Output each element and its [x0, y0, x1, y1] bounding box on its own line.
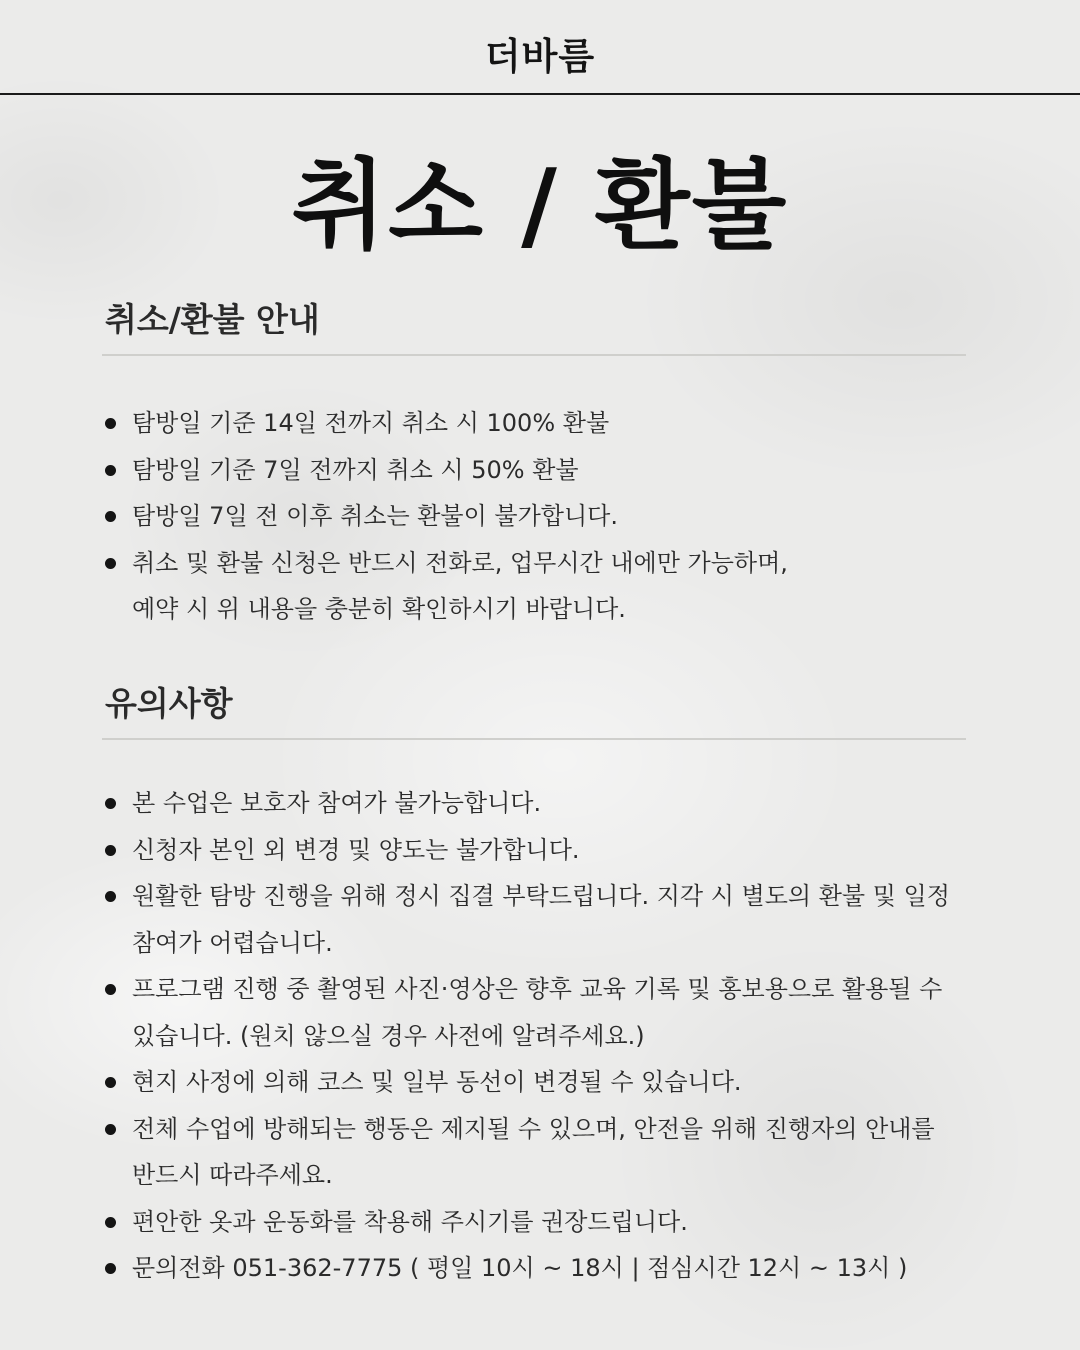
- bullet-icon: [105, 1124, 116, 1135]
- list-item-text: 본 수업은 보호자 참여가 불가능합니다.: [132, 789, 542, 817]
- list-item: [102, 1106, 966, 1199]
- contact-phone-text[interactable]: 문의전화 051-362-7775 ( 평일 10시 ~ 18시 | 점심시간 12시 ~ 13시 ): [132, 1254, 908, 1282]
- bullet-icon: [105, 1077, 116, 1088]
- notice-section: [102, 684, 966, 1292]
- list-item: [102, 447, 966, 494]
- bullet-icon: [105, 798, 116, 809]
- notice-section-title: 유의사항: [105, 684, 233, 723]
- list-item-text: 편안한 옷과 운동화를 착용해 주시기를 권장드립니다.: [132, 1207, 688, 1236]
- list-item: [102, 493, 966, 540]
- refund-policy-list: [102, 400, 966, 633]
- list-item-text: 탐방일 기준 7일 전까지 취소 시 50% 환불: [132, 455, 579, 484]
- list-item-text: 프로그램 진행 중 촬영된 사진·영상은 향후 교육 기록 및 홍보용으로 활용될 수: [132, 975, 943, 1003]
- list-item-text: 탐방일 기준 14일 전까지 취소 시 100% 환불: [132, 409, 610, 437]
- section-divider: [102, 738, 966, 740]
- list-item-text: 원활한 탐방 진행을 위해 정시 집결 부탁드립니다. 지각 시 별도의 환불 및 일정: [132, 882, 950, 910]
- list-item: [102, 400, 966, 447]
- list-item: [102, 827, 966, 874]
- list-item: [102, 873, 966, 966]
- refund-section: [102, 300, 966, 633]
- bullet-icon: [105, 984, 116, 995]
- list-item-text: 있습니다. (원치 않으실 경우 사전에 알려주세요.): [132, 1021, 645, 1050]
- brand-header: [0, 0, 1080, 95]
- list-item: [102, 966, 966, 1059]
- brand-name: 더바름: [484, 35, 596, 78]
- list-item-text: 반드시 따라주세요.: [132, 1161, 333, 1189]
- section-divider: [102, 354, 966, 356]
- list-item-text: 전체 수업에 방해되는 행동은 제지될 수 있으며, 안전을 위해 진행자의 안내를: [132, 1114, 935, 1143]
- bullet-icon: [105, 418, 116, 429]
- list-item-text: 현지 사정에 의해 코스 및 일부 동선이 변경될 수 있습니다.: [132, 1068, 742, 1096]
- bullet-icon: [105, 891, 116, 902]
- list-item-text: 신청자 본인 외 변경 및 양도는 불가합니다.: [132, 835, 580, 864]
- bullet-icon: [105, 1263, 116, 1274]
- list-item: [102, 540, 966, 633]
- notice-list: [102, 780, 966, 1292]
- list-item: [102, 780, 966, 827]
- list-item-text: 탐방일 7일 전 이후 취소는 환불이 불가합니다.: [132, 502, 618, 530]
- refund-section-title: 취소/환불 안내: [105, 300, 320, 339]
- bullet-icon: [105, 511, 116, 522]
- contact-list-item: [102, 1245, 966, 1292]
- bullet-icon: [105, 1217, 116, 1228]
- list-item: [102, 1199, 966, 1246]
- bullet-icon: [105, 845, 116, 856]
- bullet-icon: [105, 465, 116, 476]
- list-item-text: 취소 및 환불 신청은 반드시 전화로, 업무시간 내에만 가능하며,: [132, 548, 788, 577]
- page-title: 취소 / 환불: [291, 149, 789, 263]
- list-item-text: 예약 시 위 내용을 충분히 확인하시기 바랍니다.: [132, 595, 626, 623]
- list-item-text: 참여가 어렵습니다.: [132, 928, 333, 957]
- list-item: [102, 1059, 966, 1106]
- bullet-icon: [105, 558, 116, 569]
